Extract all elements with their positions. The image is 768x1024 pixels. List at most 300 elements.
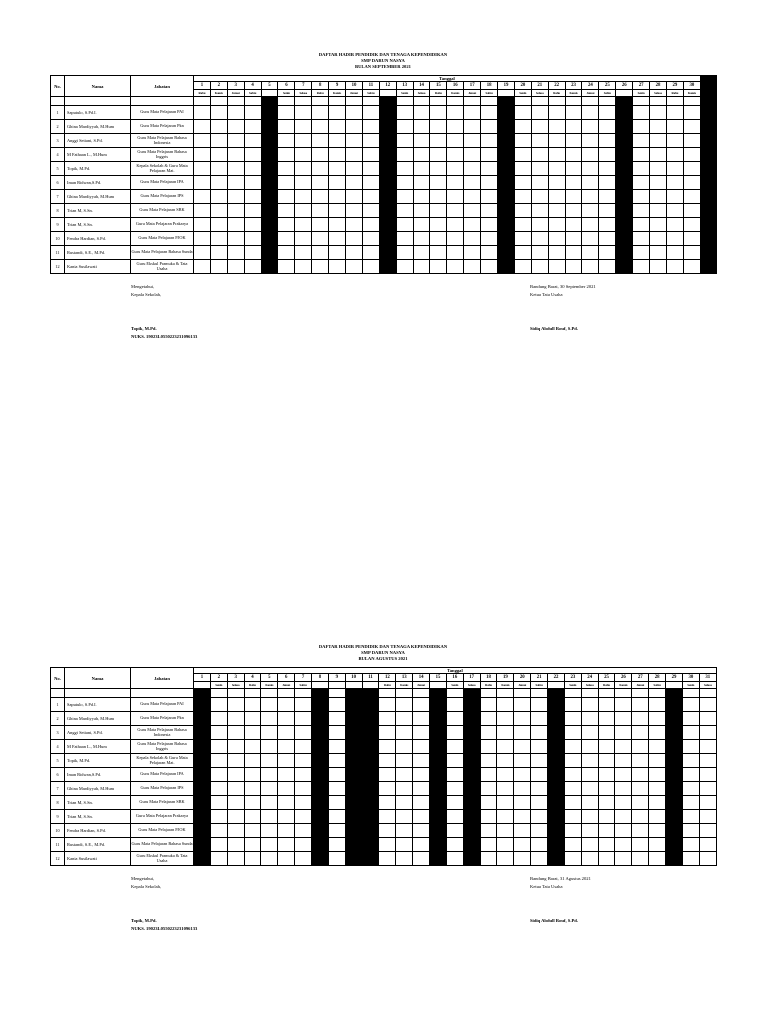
attendance-cell (514, 796, 531, 810)
date-number: 27 (633, 82, 650, 90)
attendance-cell (447, 162, 464, 176)
holiday-cell (312, 698, 329, 712)
attendance-cell (210, 810, 227, 824)
attendance-cell (615, 838, 632, 852)
date-number: 28 (650, 82, 667, 90)
staff-name: Kania Susilawati (65, 260, 131, 274)
attendance-cell (497, 726, 514, 740)
attendance-cell (666, 120, 683, 134)
attendance-cell (615, 712, 632, 726)
attendance-cell (582, 106, 599, 120)
attendance-cell (564, 838, 581, 852)
spacer-cell (497, 689, 514, 698)
table-row (51, 120, 717, 134)
attendance-cell (329, 190, 346, 204)
attendance-cell (582, 246, 599, 260)
attendance-cell (531, 782, 548, 796)
date-number: 17 (464, 82, 481, 90)
attendance-cell (447, 176, 464, 190)
principal-approval (131, 875, 161, 891)
attendance-cell (244, 204, 261, 218)
header-date-group: Tanggal (194, 76, 701, 82)
attendance-cell (227, 782, 244, 796)
attendance-cell (447, 134, 464, 148)
attendance-cell (329, 204, 346, 218)
holiday-cell (548, 796, 565, 810)
attendance-cell (650, 260, 667, 274)
attendance-cell (582, 204, 599, 218)
attendance-cell (396, 768, 413, 782)
attendance-cell (244, 852, 261, 866)
attendance-cell (227, 852, 244, 866)
attendance-cell (295, 824, 312, 838)
attendance-cell (682, 754, 699, 768)
attendance-cell (346, 134, 363, 148)
attendance-cell (531, 726, 548, 740)
attendance-cell (210, 852, 227, 866)
holiday-cell (362, 740, 379, 754)
spacer-cell (564, 689, 581, 698)
header-name: Nama (65, 668, 131, 689)
title-line-1: DAFTAR HADIR PENDIDIK DAN TENAGA KEPENDIDIKAN (318, 52, 448, 57)
holiday-cell (379, 246, 396, 260)
attendance-cell (413, 190, 430, 204)
day-name: Kamis (396, 682, 413, 689)
attendance-cell (244, 246, 261, 260)
date-number: 22 (548, 82, 565, 90)
date-number: 18 (481, 82, 498, 90)
holiday-cell (498, 120, 515, 134)
attendance-cell (531, 260, 548, 274)
place-date: Bandung Barat, 30 September 2021 (530, 284, 596, 289)
holiday-cell (194, 712, 211, 726)
attendance-cell (582, 190, 599, 204)
attendance-cell (312, 120, 329, 134)
staff-name: Rustandi, S.E., M.Pd. (65, 246, 131, 260)
holiday-cell (498, 190, 515, 204)
attendance-cell (227, 698, 244, 712)
staff-name: Kania Susilawati (65, 852, 131, 866)
staff-name: Trian M, S.Sn. (65, 218, 131, 232)
day-name: Sabtu (244, 90, 261, 97)
attendance-cell (531, 162, 548, 176)
spacer-cell (396, 689, 413, 698)
attendance-cell (210, 726, 227, 740)
attendance-cell (396, 740, 413, 754)
attendance-cell (379, 754, 396, 768)
attendance-cell (683, 134, 700, 148)
date-number: 11 (362, 82, 379, 90)
attendance-cell (346, 148, 363, 162)
attendance-cell (666, 218, 683, 232)
date-number: 13 (396, 674, 413, 682)
attendance-cell (379, 768, 396, 782)
attendance-cell (480, 768, 497, 782)
spacer-cell (312, 97, 329, 106)
principal-signature (131, 917, 197, 933)
attendance-cell (312, 232, 329, 246)
date-number: 21 (531, 674, 548, 682)
date-number: 17 (463, 674, 480, 682)
attendance-cell (278, 712, 295, 726)
holiday-cell (345, 698, 362, 712)
attendance-cell (278, 796, 295, 810)
attendance-cell (295, 810, 312, 824)
date-number: 14 (413, 674, 430, 682)
attendance-cell (194, 246, 211, 260)
day-name: Senin (682, 682, 699, 689)
holiday-cell (666, 782, 683, 796)
attendance-cell (430, 260, 447, 274)
holiday-cell (548, 768, 565, 782)
attendance-cell (615, 782, 632, 796)
attendance-cell (362, 246, 379, 260)
attendance-cell (430, 190, 447, 204)
attendance-cell (379, 810, 396, 824)
table-row (51, 106, 717, 120)
spacer-row (51, 97, 717, 106)
principal-approval (131, 283, 161, 299)
attendance-cell (548, 162, 565, 176)
holiday-cell (261, 204, 278, 218)
attendance-cell (261, 852, 278, 866)
day-name: Kamis (683, 90, 700, 97)
date-number: 21 (531, 82, 548, 90)
attendance-cell (480, 810, 497, 824)
spacer-cell (210, 689, 227, 698)
day-name: Senin (514, 90, 531, 97)
attendance-cell (514, 838, 531, 852)
holiday-cell (463, 810, 480, 824)
holiday-cell (379, 134, 396, 148)
attendance-cell (481, 204, 498, 218)
attendance-cell (531, 698, 548, 712)
attendance-cell (227, 232, 244, 246)
date-number: 19 (498, 82, 515, 90)
holiday-cell (261, 134, 278, 148)
attendance-cell (481, 120, 498, 134)
spacer-cell (430, 97, 447, 106)
attendance-cell (362, 218, 379, 232)
holiday-cell (379, 148, 396, 162)
attendance-sheet-september (50, 52, 716, 343)
attendance-cell (666, 134, 683, 148)
date-number: 11 (362, 674, 379, 682)
attendance-cell (497, 754, 514, 768)
attendance-cell (464, 106, 481, 120)
holiday-cell (498, 106, 515, 120)
day-name (379, 90, 396, 97)
day-name: Selasa (227, 682, 244, 689)
attendance-cell (464, 204, 481, 218)
attendance-cell (632, 754, 649, 768)
spacer-cell (295, 97, 312, 106)
holiday-cell (430, 726, 447, 740)
attendance-cell (464, 190, 481, 204)
attendance-cell (210, 106, 227, 120)
day-name: Selasa (413, 90, 430, 97)
day-name: Jumat (582, 90, 599, 97)
attendance-cell (497, 852, 514, 866)
holiday-cell (261, 232, 278, 246)
staff-position: Guru Mata Pelajaran IPA (131, 176, 194, 190)
holiday-cell (312, 726, 329, 740)
attendance-cell (396, 260, 413, 274)
attendance-cell (447, 246, 464, 260)
attendance-cell (244, 782, 261, 796)
attendance-cell (598, 698, 615, 712)
attendance-cell (210, 218, 227, 232)
attendance-cell (531, 148, 548, 162)
spacer-cell (565, 97, 582, 106)
attendance-cell (650, 232, 667, 246)
table-row (51, 740, 717, 754)
holiday-cell (261, 176, 278, 190)
spacer-cell (413, 97, 430, 106)
date-number: 2 (210, 82, 227, 90)
staff-name: Anggi Setiani, S.Pd. (65, 134, 131, 148)
principal-name: Topik, M.Pd. (131, 326, 157, 331)
date-number: 4 (244, 674, 261, 682)
attendance-cell (650, 190, 667, 204)
attendance-cell (497, 768, 514, 782)
attendance-cell (633, 148, 650, 162)
spacer-cell (699, 689, 716, 698)
row-number: 7 (51, 782, 65, 796)
attendance-cell (633, 176, 650, 190)
attendance-cell (514, 190, 531, 204)
date-number: 25 (599, 82, 616, 90)
staff-name: Topik, M.Pd. (65, 162, 131, 176)
spacer-cell (632, 689, 649, 698)
attendance-cell (261, 726, 278, 740)
attendance-cell (329, 162, 346, 176)
attendance-cell (210, 246, 227, 260)
attendance-cell (632, 712, 649, 726)
attendance-cell (227, 218, 244, 232)
day-name: Rabu (666, 90, 683, 97)
holiday-cell (616, 148, 633, 162)
attendance-cell (531, 754, 548, 768)
attendance-cell (312, 134, 329, 148)
attendance-cell (531, 246, 548, 260)
attendance-cell (413, 824, 430, 838)
spacer-cell (346, 97, 363, 106)
holiday-cell (345, 726, 362, 740)
attendance-cell (699, 838, 716, 852)
staff-position: Guru Mata Pelajaran IPS (131, 782, 194, 796)
staff-name: Trian M, S.Sn. (65, 796, 131, 810)
attendance-cell (632, 726, 649, 740)
attendance-cell (446, 698, 463, 712)
attendance-cell (194, 106, 211, 120)
attendance-cell (295, 134, 312, 148)
attendance-cell (346, 246, 363, 260)
attendance-cell (565, 106, 582, 120)
spacer-cell (51, 689, 65, 698)
attendance-cell (581, 740, 598, 754)
attendance-cell (531, 712, 548, 726)
attendance-cell (362, 106, 379, 120)
attendance-cell (683, 232, 700, 246)
attendance-cell (227, 246, 244, 260)
attendance-cell (481, 148, 498, 162)
holiday-cell (362, 810, 379, 824)
attendance-cell (278, 698, 295, 712)
attendance-cell (599, 232, 616, 246)
attendance-cell (194, 176, 211, 190)
attendance-cell (295, 148, 312, 162)
staff-position: Guru Mata Pelajaran SBK (131, 204, 194, 218)
table-row (51, 176, 717, 190)
spacer-cell (65, 689, 131, 698)
attendance-cell (194, 204, 211, 218)
attendance-cell (244, 754, 261, 768)
holiday-cell (498, 97, 515, 106)
date-number: 25 (598, 674, 615, 682)
attendance-cell (295, 740, 312, 754)
attendance-cell (633, 218, 650, 232)
attendance-cell (278, 740, 295, 754)
admin-label: Ketua Tata Usaha (530, 292, 563, 297)
holiday-cell (430, 698, 447, 712)
holiday-cell (362, 824, 379, 838)
holiday-cell (312, 810, 329, 824)
holiday-cell (261, 148, 278, 162)
day-name: Jumat (413, 682, 430, 689)
attendance-cell (514, 852, 531, 866)
attendance-cell (244, 176, 261, 190)
day-name: Selasa (463, 682, 480, 689)
spacer-cell (413, 689, 430, 698)
attendance-cell (447, 218, 464, 232)
row-number: 8 (51, 796, 65, 810)
row-number: 6 (51, 176, 65, 190)
attendance-cell (649, 726, 666, 740)
date-number: 1 (194, 82, 211, 90)
spacer-cell (278, 97, 295, 106)
holiday-cell (194, 689, 211, 698)
staff-position: Kepala Sekolah & Guru Mata Pelajaran Mat. (131, 162, 194, 176)
holiday-cell (430, 796, 447, 810)
attendance-cell (278, 810, 295, 824)
holiday-cell (430, 838, 447, 852)
attendance-cell (362, 162, 379, 176)
attendance-cell (682, 712, 699, 726)
holiday-cell (194, 824, 211, 838)
attendance-cell (379, 852, 396, 866)
attendance-cell (599, 162, 616, 176)
attendance-cell (278, 218, 295, 232)
attendance-cell (244, 218, 261, 232)
date-number: 24 (581, 674, 598, 682)
attendance-cell (278, 190, 295, 204)
staff-name: Ghina Mardiyyah, M.Hum (65, 120, 131, 134)
attendance-cell (346, 162, 363, 176)
attendance-cell (312, 106, 329, 120)
staff-position: Kepala Sekolah & Guru Mata Pelajaran Mat. (131, 754, 194, 768)
attendance-cell (227, 120, 244, 134)
day-name: Rabu (194, 90, 211, 97)
attendance-cell (295, 838, 312, 852)
holiday-cell (463, 754, 480, 768)
attendance-cell (210, 134, 227, 148)
date-number: 30 (683, 82, 700, 90)
holiday-cell (548, 838, 565, 852)
attendance-cell (295, 106, 312, 120)
date-number: 4 (244, 82, 261, 90)
attendance-cell (699, 824, 716, 838)
attendance-cell (329, 120, 346, 134)
attendance-cell (633, 162, 650, 176)
attendance-cell (497, 796, 514, 810)
attendance-cell (413, 726, 430, 740)
attendance-cell (514, 134, 531, 148)
attendance-cell (244, 768, 261, 782)
attendance-cell (598, 852, 615, 866)
day-name: Senin (278, 90, 295, 97)
attendance-cell (632, 782, 649, 796)
attendance-cell (379, 782, 396, 796)
holiday-cell (379, 232, 396, 246)
attendance-cell (480, 712, 497, 726)
holiday-cell (430, 754, 447, 768)
row-number: 4 (51, 740, 65, 754)
table-row (51, 768, 717, 782)
staff-position: Guru Mata Pelajaran PJOK (131, 232, 194, 246)
attendance-cell (464, 134, 481, 148)
attendance-cell (244, 824, 261, 838)
admin-name: Sidiq Abdull Rouf, S.Pd. (530, 326, 579, 331)
attendance-cell (548, 190, 565, 204)
table-row (51, 134, 717, 148)
table-row (51, 852, 717, 866)
attendance-cell (396, 232, 413, 246)
attendance-cell (210, 162, 227, 176)
attendance-cell (261, 796, 278, 810)
attendance-cell (396, 204, 413, 218)
attendance-cell (582, 148, 599, 162)
holiday-cell (463, 712, 480, 726)
spacer-cell (481, 97, 498, 106)
place-date: Bandung Barat, 31 Agustus 2021 (530, 876, 591, 881)
holiday-cell (666, 698, 683, 712)
table-row (51, 246, 717, 260)
attendance-cell (430, 162, 447, 176)
attendance-cell (531, 120, 548, 134)
attendance-cell (210, 838, 227, 852)
holiday-cell (666, 852, 683, 866)
attendance-cell (514, 810, 531, 824)
attendance-cell (295, 852, 312, 866)
attendance-cell (666, 204, 683, 218)
attendance-cell (699, 810, 716, 824)
holiday-cell (463, 740, 480, 754)
attendance-cell (379, 796, 396, 810)
attendance-cell (446, 782, 463, 796)
attendance-cell (227, 810, 244, 824)
attendance-cell (379, 712, 396, 726)
attendance-cell (598, 796, 615, 810)
attendance-cell (531, 218, 548, 232)
staff-position: Guru Mata Pelajaran PAI (131, 698, 194, 712)
holiday-cell (463, 838, 480, 852)
attendance-cell (430, 218, 447, 232)
attendance-cell (210, 148, 227, 162)
attendance-cell (581, 712, 598, 726)
holiday-cell (345, 796, 362, 810)
holiday-cell (261, 260, 278, 274)
